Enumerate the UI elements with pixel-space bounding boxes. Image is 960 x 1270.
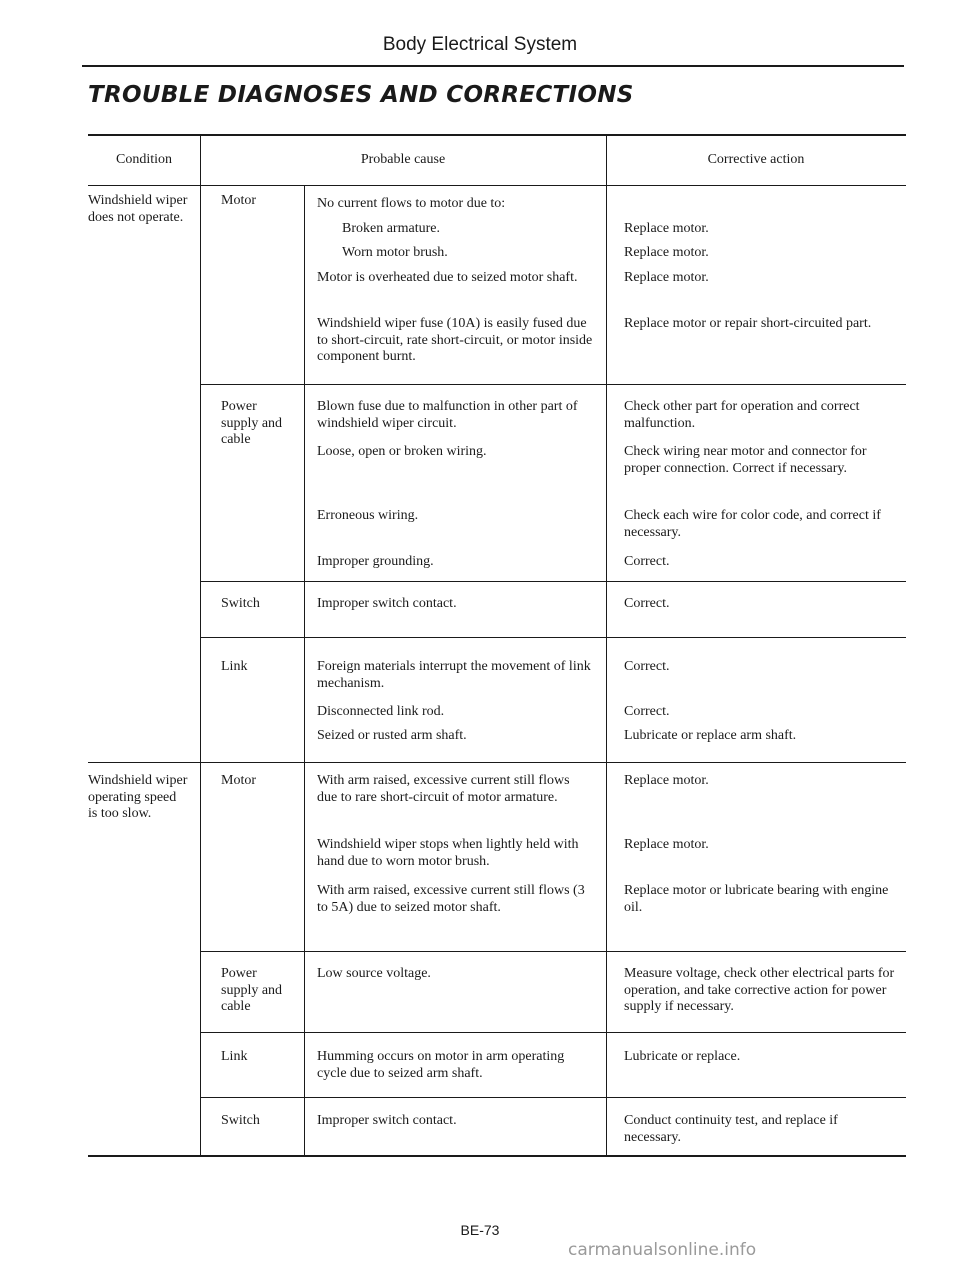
- watermark: carmanualsonline.info: [568, 1240, 757, 1260]
- col-header-action: Corrective action: [707, 152, 805, 167]
- action-cell: Check each wire for color code, and correct if necessary.: [624, 508, 881, 540]
- table-bottom-rule: [88, 1155, 906, 1157]
- col-header-cause: Probable cause: [360, 152, 446, 167]
- condition-cell: Windshield wiper operating speed is too slow.: [88, 773, 188, 821]
- action-cell: Lubricate or replace arm shaft.: [624, 728, 797, 743]
- row-rule: [200, 581, 906, 582]
- action-cell: Correct.: [624, 596, 670, 611]
- part-cell: Link: [221, 1049, 248, 1064]
- header-rule: [82, 65, 904, 67]
- col-rule: [200, 134, 201, 1156]
- action-cell: Replace motor.: [624, 773, 709, 788]
- row-rule: [200, 384, 906, 385]
- action-cell: Replace motor or repair short-circuited part.: [624, 316, 872, 331]
- cause-cell: Disconnected link rod.: [317, 704, 445, 719]
- action-cell: Lubricate or replace.: [624, 1049, 741, 1064]
- action-cell: Replace motor.: [624, 221, 709, 236]
- cause-cell: Seized or rusted arm shaft.: [317, 728, 467, 743]
- cause-cell: With arm raised, excessive current still flows (3 to 5A) due to seized motor shaft.: [317, 883, 585, 915]
- page-title: TROUBLE DIAGNOSES AND CORRECTIONS: [88, 82, 634, 108]
- row-rule: [200, 1097, 906, 1098]
- header-bottom-rule: [88, 185, 906, 186]
- cause-cell: Windshield wiper fuse (10A) is easily fused due to short-circuit, rate short-circuit, or motor inside component burnt.: [317, 316, 593, 364]
- row-rule: [200, 637, 906, 638]
- cause-cell: Low source voltage.: [317, 966, 431, 981]
- row-rule: [200, 1032, 906, 1033]
- cause-cell: Broken armature.: [342, 221, 440, 236]
- part-cell: Power supply and cable: [221, 966, 283, 1014]
- action-cell: Correct.: [624, 554, 670, 569]
- action-cell: Replace motor.: [624, 837, 709, 852]
- action-cell: Correct.: [624, 659, 670, 674]
- cause-cell: With arm raised, excessive current still flows due to rare short-circuit of motor armature.: [317, 773, 570, 805]
- cause-cell: Loose, open or broken wiring.: [317, 444, 487, 459]
- col-rule: [304, 185, 305, 1155]
- action-cell: Replace motor or lubricate bearing with engine oil.: [624, 883, 889, 915]
- action-cell: Measure voltage, check other electrical parts for operation, and take corrective action for power supply if necessary.: [624, 966, 895, 1014]
- condition-cell: Windshield wiper does not operate.: [88, 193, 188, 225]
- col-rule: [606, 134, 607, 1156]
- cause-cell: Erroneous wiring.: [317, 508, 419, 523]
- cause-cell: Motor is overheated due to seized motor shaft.: [317, 270, 578, 285]
- cause-cell: Windshield wiper stops when lightly held with hand due to worn motor brush.: [317, 837, 579, 869]
- part-cell: Power supply and cable: [221, 399, 283, 447]
- col-header-condition: Condition: [115, 152, 172, 167]
- action-cell: Check wiring near motor and connector for proper connection. Correct if necessary.: [624, 444, 867, 476]
- action-cell: Replace motor.: [624, 270, 709, 285]
- part-cell: Link: [221, 659, 248, 674]
- page-number: BE-73: [460, 1222, 500, 1238]
- action-cell: Correct.: [624, 704, 670, 719]
- cause-cell: Improper grounding.: [317, 554, 434, 569]
- part-cell: Motor: [221, 193, 256, 208]
- table-top-rule: [88, 134, 906, 136]
- row-rule: [200, 951, 906, 952]
- part-cell: Switch: [221, 596, 260, 611]
- cause-cell: Humming occurs on motor in arm operating cycle due to seized arm shaft.: [317, 1049, 565, 1081]
- cause-cell: Worn motor brush.: [342, 245, 448, 260]
- cause-cell: No current flows to motor due to:: [317, 196, 506, 211]
- cause-cell: Blown fuse due to malfunction in other part of windshield wiper circuit.: [317, 399, 578, 431]
- group-rule: [88, 762, 906, 763]
- cause-cell: Improper switch contact.: [317, 596, 457, 611]
- part-cell: Motor: [221, 773, 256, 788]
- action-cell: Conduct continuity test, and replace if necessary.: [624, 1113, 838, 1145]
- cause-cell: Foreign materials interrupt the movement of link mechanism.: [317, 659, 591, 691]
- action-cell: Replace motor.: [624, 245, 709, 260]
- action-cell: Check other part for operation and correct malfunction.: [624, 399, 860, 431]
- part-cell: Switch: [221, 1113, 260, 1128]
- cause-cell: Improper switch contact.: [317, 1113, 457, 1128]
- section-header: Body Electrical System: [382, 34, 578, 55]
